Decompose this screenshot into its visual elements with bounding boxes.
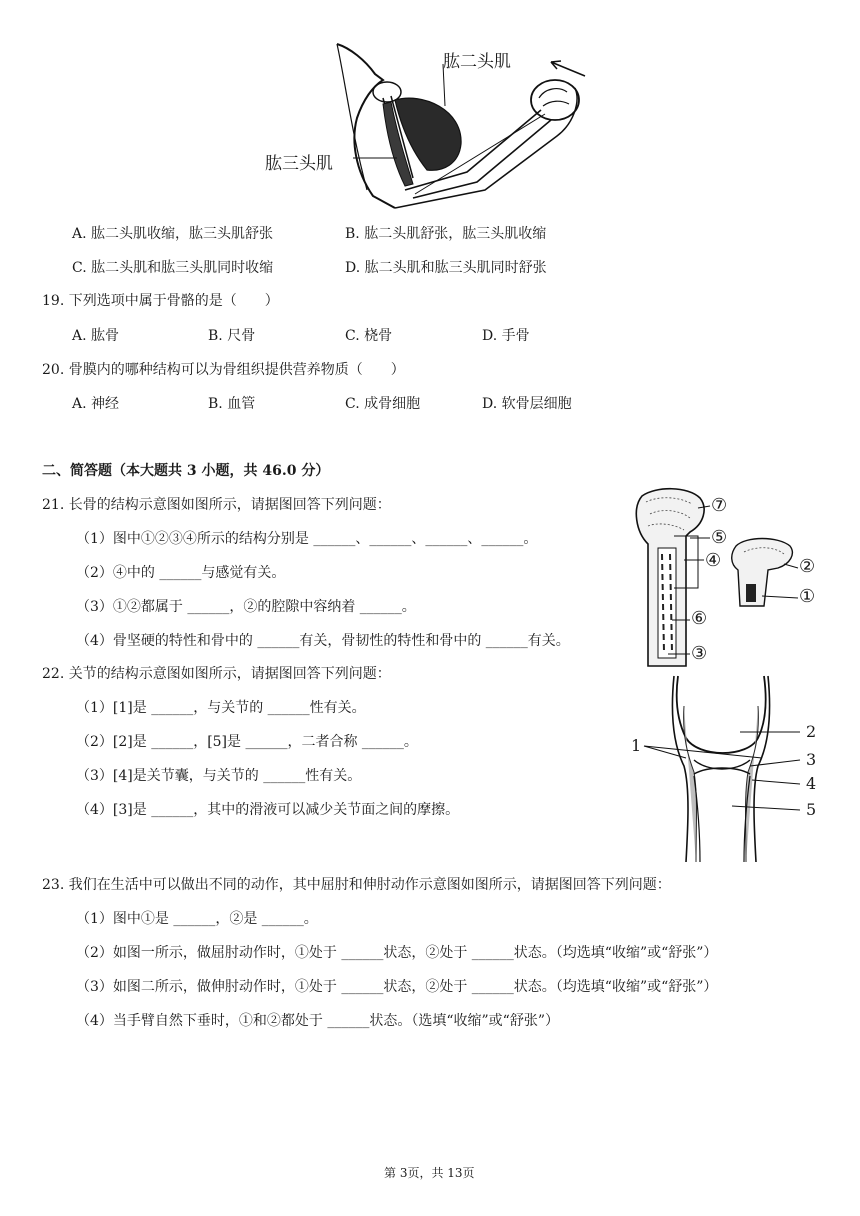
page-footer: 第 3页，共 13页 [384, 1166, 475, 1180]
q23-line-1: （1）图中①是 ______，②是 ______。 [76, 911, 318, 927]
q19-option-a: A. 肱骨 [72, 328, 120, 344]
q23-line-4: （4）当手臂自然下垂时，①和②都处于 ______状态。（选填“收缩”或“舒张”） [76, 1013, 559, 1029]
section-title: 二、简答题（本大题共 3 小题，共 46.0 分） [42, 463, 330, 479]
q20-option-a: A. 神经 [72, 396, 120, 412]
bone-label-6: ⑥ [691, 608, 708, 629]
joint-label-5: 5 [806, 800, 817, 819]
bone-label-3: ③ [691, 643, 708, 664]
q21-line-1: （1）图中①②③④所示的结构分别是 ______、______、______、______。 [76, 531, 538, 547]
bone-label-4: ④ [705, 550, 722, 571]
bone-label-7: ⑦ [711, 495, 728, 516]
q22-line-4: （4）[3]是 ______，其中的滑液可以减少关节面之间的摩擦。 [76, 802, 460, 818]
joint-label-3: 3 [806, 750, 817, 769]
q21-line-4: （4）骨坚硬的特性和骨中的 ______有关，骨韧性的特性和骨中的 ______有关。 [76, 633, 570, 649]
q23-line-2: （2）如图一所示，做屈肘动作时，①处于 ______状态，②处于 ______状态。（均选填“收缩”或“舒张”） [76, 945, 718, 961]
q22-line-3: （3）[4]是关节囊，与关节的 ______性有关。 [76, 768, 362, 784]
q22-line-2: （2）[2]是 ______，[5]是 ______，二者合称 ______。 [76, 734, 418, 750]
joint-figure [628, 676, 828, 862]
q21-line-3: （3）①②都属于 ______，②的腔隙中容纳着 ______。 [76, 599, 416, 615]
q19-option-b: B. 尺骨 [208, 328, 256, 344]
joint-label-4: 4 [806, 774, 817, 793]
q18-option-a: A. 肱二头肌收缩，肱三头肌舒张 [72, 226, 274, 242]
q23-line-3: （3）如图二所示，做伸肘动作时，①处于 ______状态，②处于 ______状态。（均选填“收缩”或“舒张”） [76, 979, 718, 995]
bone-label-1: ① [799, 586, 816, 607]
q19-stem: 19. 下列选项中属于骨骼的是（ ） [42, 293, 279, 309]
biceps-label: 肱二头肌 [443, 52, 511, 72]
q23-stem: 23. 我们在生活中可以做出不同的动作，其中屈肘和伸肘动作示意图如图所示，请据图回答下列问题： [42, 877, 671, 893]
q22-line-1: （1）[1]是 ______，与关节的 ______性有关。 [76, 700, 366, 716]
joint-label-2: 2 [806, 722, 817, 741]
arm-figure [255, 40, 595, 210]
bone-label-5: ⑤ [711, 527, 728, 548]
q20-option-b: B. 血管 [208, 396, 256, 412]
q18-option-d: D. 肱二头肌和肱三头肌同时舒张 [345, 260, 547, 276]
bone-label-2: ② [799, 556, 816, 577]
triceps-label: 肱三头肌 [265, 154, 333, 174]
q19-option-d: D. 手骨 [482, 328, 530, 344]
q21-line-2: （2）④中的 ______与感觉有关。 [76, 565, 286, 581]
joint-label-1: 1 [631, 736, 642, 755]
long-bone-figure [628, 484, 828, 674]
q19-option-c: C. 桡骨 [345, 328, 393, 344]
q18-option-b: B. 肱二头肌舒张，肱三头肌收缩 [345, 226, 547, 242]
q22-stem: 22. 关节的结构示意图如图所示，请据图回答下列问题： [42, 666, 391, 682]
q20-option-d: D. 软骨层细胞 [482, 396, 572, 412]
q20-stem: 20. 骨膜内的哪种结构可以为骨组织提供营养物质（ ） [42, 362, 405, 378]
q21-stem: 21. 长骨的结构示意图如图所示，请据图回答下列问题： [42, 497, 391, 513]
q18-option-c: C. 肱二头肌和肱三头肌同时收缩 [72, 260, 274, 276]
q20-option-c: C. 成骨细胞 [345, 396, 421, 412]
